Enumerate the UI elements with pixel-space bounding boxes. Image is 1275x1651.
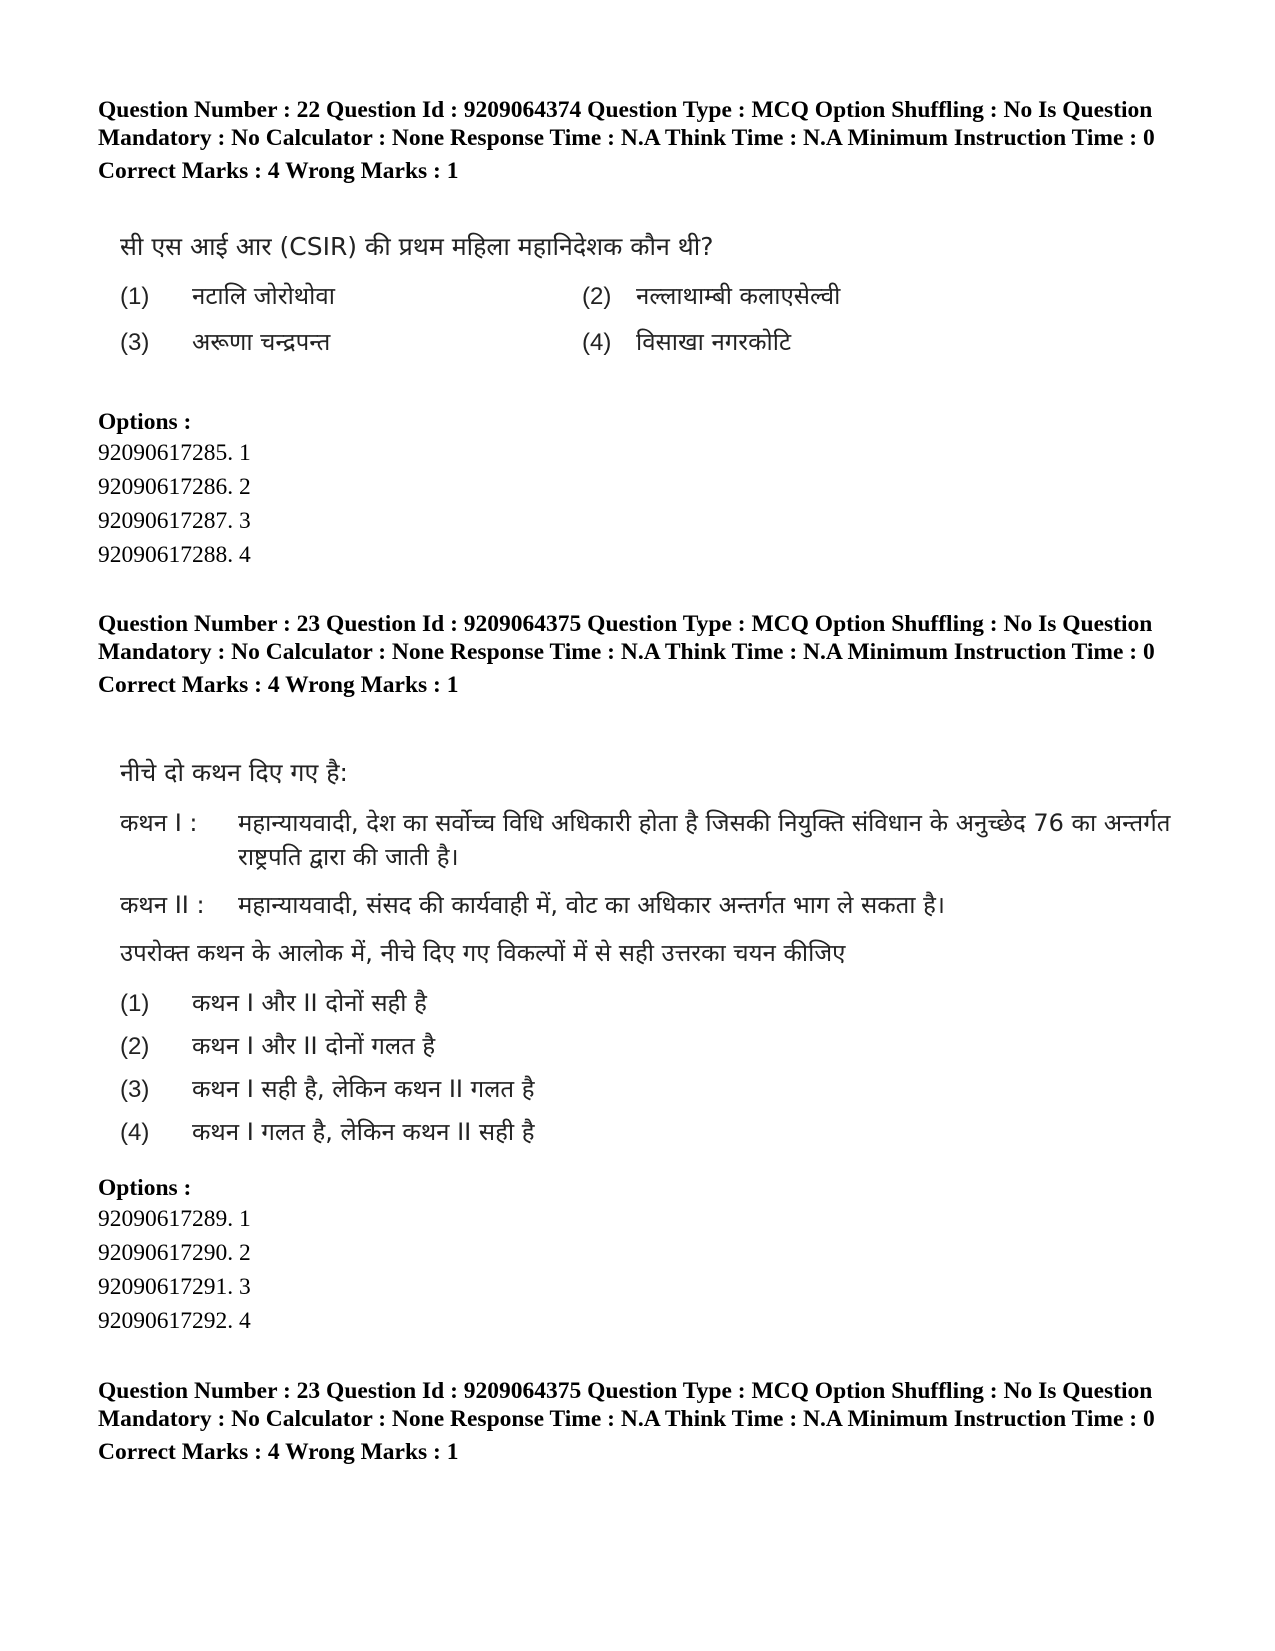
choice-number: (1)	[120, 990, 150, 1017]
choice-4	[582, 326, 791, 359]
question-22-header	[98, 97, 1188, 185]
question-meta: Question Number : 22 Question Id : 9209064374 Question Type : MCQ Option Shuffling : No Is Question Mandatory : No Calculator : None Response Time : N.A Think Time : N.A Minimum Instruction Time : 0	[98, 97, 1155, 151]
statement-label: कथन I :	[120, 809, 198, 837]
choice-2	[582, 280, 840, 313]
options-heading: Options :	[98, 409, 192, 435]
question-marks: Correct Marks : 4 Wrong Marks : 1	[98, 158, 459, 184]
option-id-4: 92090617292. 4	[98, 1308, 251, 1334]
question-23b-header	[98, 1378, 1188, 1466]
question-23-header	[98, 611, 1188, 699]
choice-text: कथन I और II दोनों सही है	[192, 989, 427, 1017]
choice-text: कथन I सही है, लेकिन कथन II गलत है	[192, 1075, 535, 1103]
question-text: सी एस आई आर (CSIR) की प्रथम महिला महानिदेशक कौन थी?	[120, 232, 714, 261]
question-22-options	[98, 408, 1188, 572]
choice-text: नटालि जोरोथोवा	[192, 282, 335, 310]
question-23-body	[120, 756, 1180, 1154]
question-22-body	[120, 230, 1170, 390]
choice-number: (2)	[582, 283, 612, 310]
choice-3	[120, 1068, 1180, 1111]
choice-number: (3)	[120, 329, 150, 356]
choice-text: कथन I गलत है, लेकिन कथन II सही है	[192, 1118, 535, 1146]
answer-choices	[120, 280, 1170, 390]
option-id-2: 92090617290. 2	[98, 1240, 251, 1266]
question-marks: Correct Marks : 4 Wrong Marks : 1	[98, 672, 459, 698]
question-meta: Question Number : 23 Question Id : 9209064375 Question Type : MCQ Option Shuffling : No Is Question Mandatory : No Calculator : None Response Time : N.A Think Time : N.A Minimum Instruction Time : 0	[98, 611, 1155, 665]
choice-number: (3)	[120, 1076, 150, 1103]
choice-text: नल्लाथाम्बी कलाएसेल्वी	[636, 282, 841, 310]
choice-number: (1)	[120, 283, 150, 310]
option-id-3: 92090617291. 3	[98, 1274, 251, 1300]
option-id-4: 92090617288. 4	[98, 542, 251, 568]
option-id-1: 92090617289. 1	[98, 1206, 251, 1232]
question-meta: Question Number : 23 Question Id : 9209064375 Question Type : MCQ Option Shuffling : No Is Question Mandatory : No Calculator : None Response Time : N.A Think Time : N.A Minimum Instruction Time : 0	[98, 1378, 1155, 1432]
choice-number: (2)	[120, 1033, 150, 1060]
choice-text: कथन I और II दोनों गलत है	[192, 1032, 436, 1060]
question-instruction: उपरोक्त कथन के आलोक में, नीचे दिए गए विकल्पों में से सही उत्तरका चयन कीजिए	[120, 939, 846, 967]
option-id-3: 92090617287. 3	[98, 508, 251, 534]
statement-1	[120, 806, 1180, 874]
statement-text: महान्यायवादी, देश का सर्वोच्च विधि अधिकारी होता है जिसकी नियुक्ति संविधान के अनुच्छेद 76 का अन्तर्गत राष्ट्रपति द्वारा की जाती है।	[238, 809, 1171, 871]
choice-number: (4)	[582, 329, 612, 356]
option-id-2: 92090617286. 2	[98, 474, 251, 500]
choice-text: अरूणा चन्द्रपन्त	[192, 328, 331, 356]
choice-4	[120, 1111, 1180, 1154]
question-23-options	[98, 1174, 1188, 1338]
choice-1	[120, 280, 335, 313]
options-heading: Options :	[98, 1175, 192, 1201]
statement-label: कथन II :	[120, 891, 205, 919]
option-id-1: 92090617285. 1	[98, 440, 251, 466]
statement-2	[120, 888, 1180, 922]
choice-number: (4)	[120, 1119, 150, 1146]
choice-2	[120, 1025, 1180, 1068]
question-intro: नीचे दो कथन दिए गए है:	[120, 758, 348, 787]
choice-3	[120, 326, 330, 359]
choice-1	[120, 982, 1180, 1025]
question-marks: Correct Marks : 4 Wrong Marks : 1	[98, 1439, 459, 1465]
answer-choices	[120, 982, 1180, 1154]
choice-text: विसाखा नगरकोटि	[636, 328, 792, 356]
statement-text: महान्यायवादी, संसद की कार्यवाही में, वोट का अधिकार अन्तर्गत भाग ले सकता है।	[238, 891, 945, 919]
